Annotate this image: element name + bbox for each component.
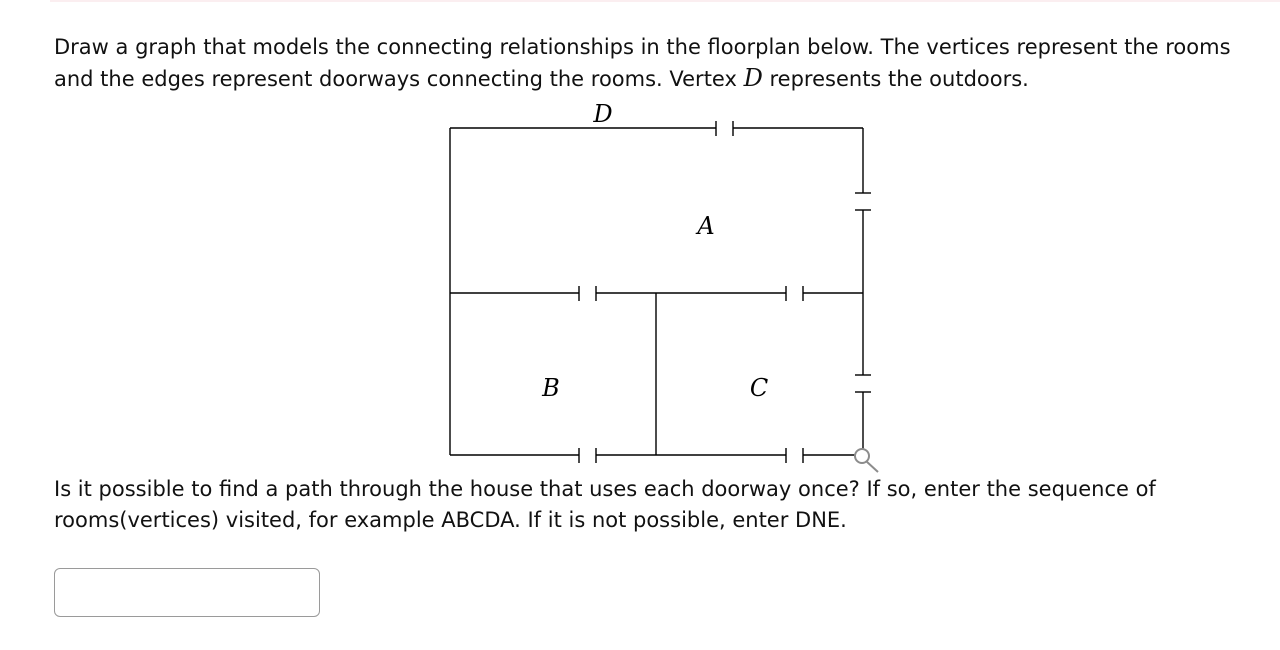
question-prompt: Is it possible to find a path through the house that uses each doorway once? If so, enter the sequence of rooms(vertices) visited, for example ABCDA. If it is not possible, enter DNE. (54, 477, 1156, 532)
question-intro (54, 32, 1234, 95)
outdoor-label-d: D (593, 100, 613, 128)
zoom-in-icon[interactable] (855, 449, 878, 472)
floorplan-diagram (420, 96, 900, 476)
outdoor-vertex-variable: D (743, 64, 763, 92)
question-intro-part1: Draw a graph that models the connecting relationships in the floorplan below. The vertices represent the rooms and the edges represent doorways connecting the rooms. Vertex (54, 35, 1231, 91)
answer-input[interactable] (54, 568, 320, 617)
room-label-c: C (749, 374, 769, 402)
top-divider (50, 0, 1280, 2)
room-label-a: A (697, 212, 715, 240)
room-label-b: B (542, 374, 560, 402)
question-intro-part2: represents the outdoors. (762, 67, 1029, 91)
